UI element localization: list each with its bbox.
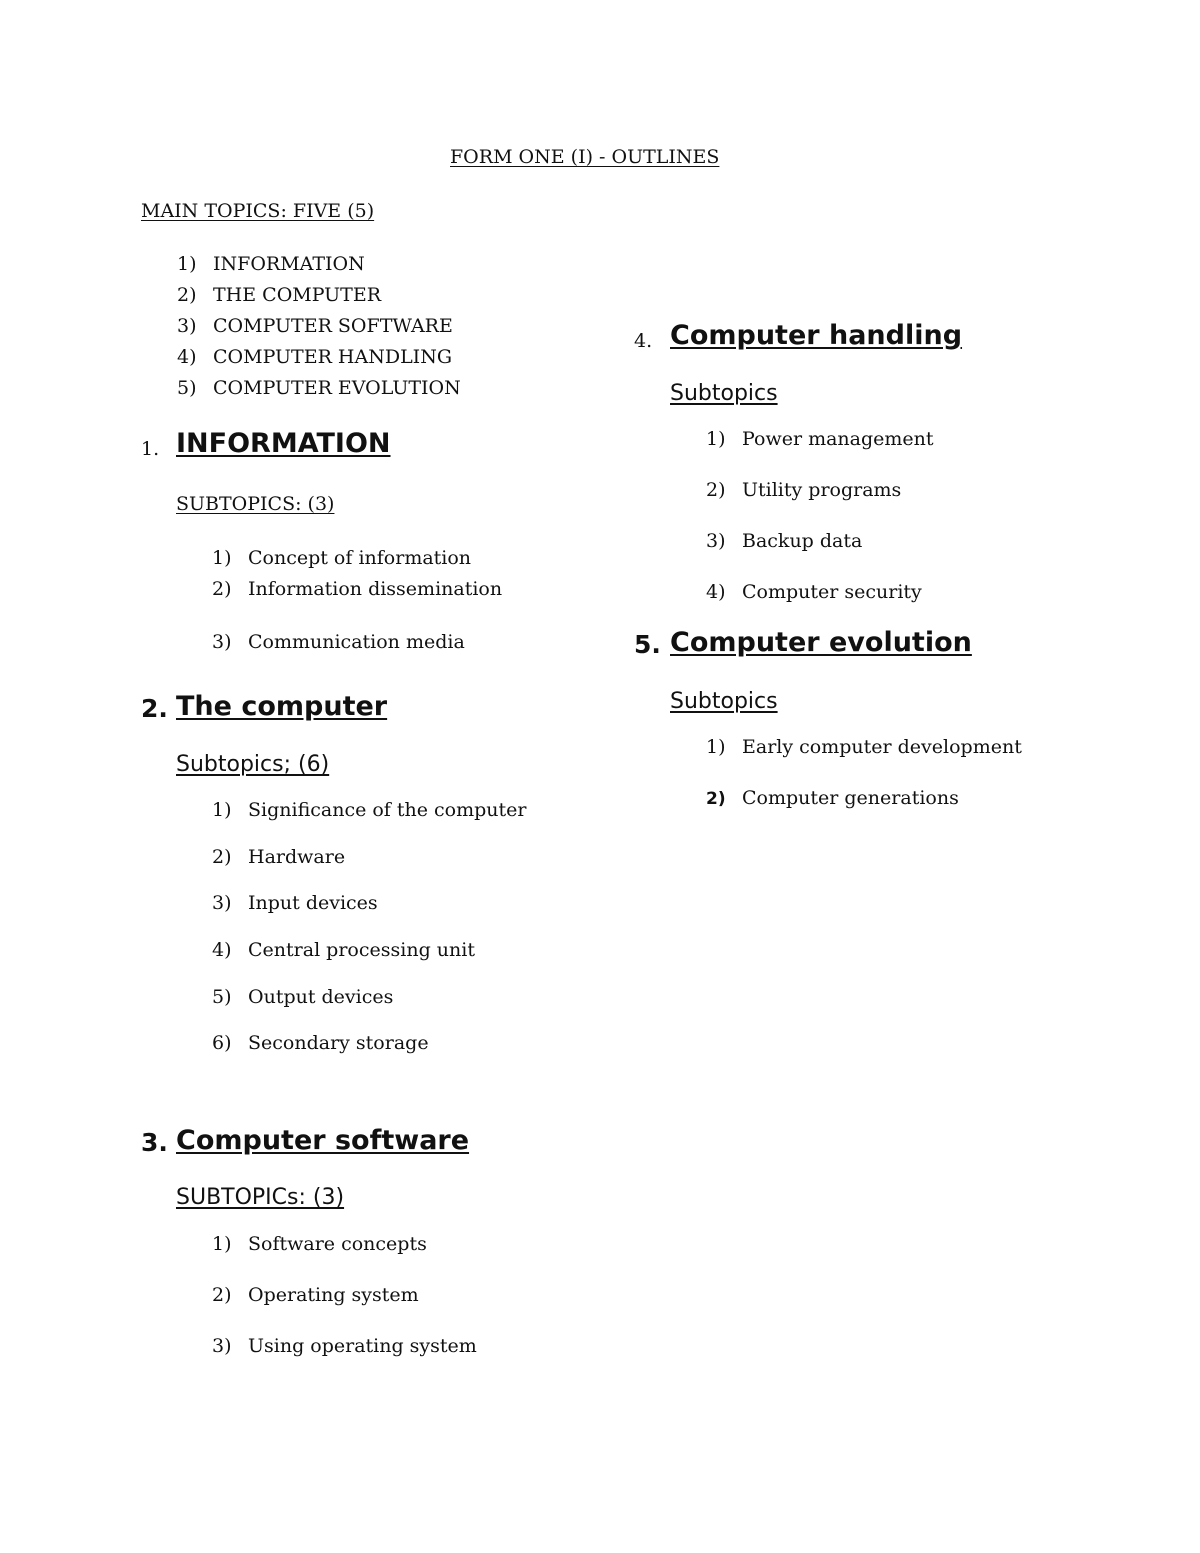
list-item: 4) Central processing unit	[212, 939, 475, 961]
list-item: 4) COMPUTER HANDLING	[177, 346, 452, 368]
subtopics-label: SUBTOPICs: (3)	[176, 1185, 345, 1210]
list-item: 2) Hardware	[212, 846, 346, 868]
document-title: FORM ONE (I) - OUTLINES	[450, 146, 720, 168]
list-item: 5) COMPUTER EVOLUTION	[177, 377, 461, 399]
list-item: 3) Using operating system	[212, 1335, 477, 1357]
subtopics-label: Subtopics	[670, 381, 778, 406]
list-item: 6) Secondary storage	[212, 1032, 429, 1054]
section-number: 2.	[141, 694, 168, 723]
list-item: 1) INFORMATION	[177, 253, 365, 275]
list-item: 2) Computer generations	[706, 787, 959, 809]
list-item: 1) Significance of the computer	[212, 799, 527, 821]
list-item: 1) Software concepts	[212, 1233, 427, 1255]
list-item: 1) Concept of information	[212, 547, 472, 569]
section-number: 1.	[141, 438, 160, 460]
list-item: 5) Output devices	[212, 986, 394, 1008]
section-number: 4.	[634, 330, 653, 352]
subtopics-label: Subtopics	[670, 689, 778, 714]
subtopics-label: Subtopics; (6)	[176, 752, 330, 777]
list-item: 1) Power management	[706, 428, 934, 450]
list-item: 2) Information dissemination	[212, 578, 503, 600]
section-heading: Computer evolution	[670, 627, 972, 658]
subtopics-label: SUBTOPICS: (3)	[176, 493, 335, 515]
list-item: 3) Backup data	[706, 530, 863, 552]
section-number: 5.	[634, 630, 661, 659]
list-item: 2) Utility programs	[706, 479, 902, 501]
list-item: 3) Communication media	[212, 631, 465, 653]
section-number: 3.	[141, 1128, 168, 1157]
section-heading: The computer	[176, 691, 388, 722]
section-heading: Computer handling	[670, 320, 963, 351]
list-item: 2) THE COMPUTER	[177, 284, 382, 306]
list-item: 1) Early computer development	[706, 736, 1022, 758]
list-item: 2) Operating system	[212, 1284, 419, 1306]
list-item: 3) Input devices	[212, 892, 378, 914]
section-heading: Computer software	[176, 1125, 470, 1156]
list-item: 3) COMPUTER SOFTWARE	[177, 315, 453, 337]
section-heading: INFORMATION	[176, 428, 391, 459]
list-item: 4) Computer security	[706, 581, 922, 603]
main-topics-label: MAIN TOPICS: FIVE (5)	[141, 200, 375, 222]
